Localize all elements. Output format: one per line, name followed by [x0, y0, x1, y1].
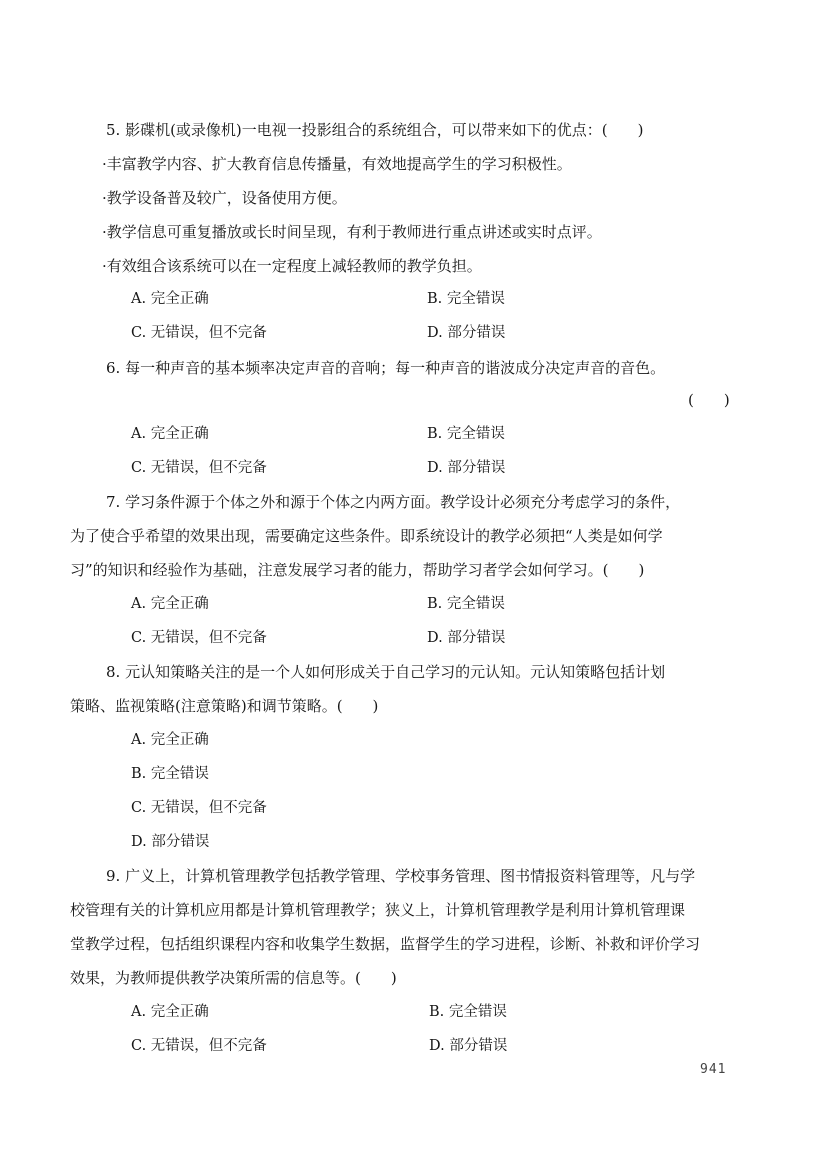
q5-bullet-3: ·教学信息可重复播放或长时间呈现，有利于教师进行重点讲述或实时点评。: [102, 223, 602, 241]
q8-option-c: C. 无错误，但不完备: [131, 800, 267, 816]
q5-option-a: A. 完全正确: [131, 291, 209, 307]
q7-option-b: B. 完全错误: [427, 596, 505, 612]
q6-option-b: B. 完全错误: [427, 426, 505, 442]
q9-line-4: 效果，为教师提供教学决策所需的信息等。( ): [70, 969, 397, 987]
q8-option-a: A. 完全正确: [131, 732, 209, 748]
q7-option-c: C. 无错误，但不完备: [131, 630, 267, 646]
q7-line-2: 为了使合乎希望的效果出现，需要确定这些条件。即系统设计的教学必须把“人类是如何学: [70, 527, 663, 545]
q9-line-1: 9. 广义上，计算机管理教学包括教学管理、学校事务管理、图书情报资料管理等，凡与学: [106, 867, 696, 885]
q9-option-c: C. 无错误，但不完备: [131, 1038, 267, 1054]
q7-option-a: A. 完全正确: [131, 596, 209, 612]
q7-line-1: 7. 学习条件源于个体之外和源于个体之内两方面。教学设计必须充分考虑学习的条件，: [106, 493, 681, 511]
q9-option-a: A. 完全正确: [131, 1004, 209, 1020]
q6-stem: 6. 每一种声音的基本频率决定声音的音响；每一种声音的谐波成分决定声音的音色。: [106, 359, 666, 377]
q8-line-2: 策略、监视策略(注意策略)和调节策略。( ): [70, 697, 379, 715]
q7-line-3: 习”的知识和经验作为基础，注意发展学习者的能力，帮助学习者学会如何学习。( ): [70, 561, 645, 579]
q5-option-d: D. 部分错误: [427, 325, 506, 341]
q5-option-c: C. 无错误，但不完备: [131, 325, 267, 341]
q8-option-d: D. 部分错误: [131, 834, 210, 850]
q9-option-b: B. 完全错误: [429, 1004, 507, 1020]
q8-line-1: 8. 元认知策略关注的是一个人如何形成关于自己学习的元认知。元认知策略包括计划: [106, 663, 666, 681]
q7-option-d: D. 部分错误: [427, 630, 506, 646]
q6-option-a: A. 完全正确: [131, 426, 209, 442]
q5-bullet-1: ·丰富教学内容、扩大教育信息传播量，有效地提高学生的学习积极性。: [102, 155, 572, 173]
q5-option-b: B. 完全错误: [427, 291, 505, 307]
q9-line-3: 堂教学过程，包括组织课程内容和收集学生数据，监督学生的学习进程，诊断、补救和评价学习: [70, 935, 701, 953]
q9-option-d: D. 部分错误: [429, 1038, 508, 1054]
q6-option-c: C. 无错误，但不完备: [131, 460, 267, 476]
q6-option-d: D. 部分错误: [427, 460, 506, 476]
q5-bullet-2: ·教学设备普及较广，设备使用方便。: [102, 189, 347, 207]
q5-stem: 5. 影碟机(或录像机)一电视一投影组合的系统组合，可以带来如下的优点：( ): [106, 121, 644, 139]
q6-answer-paren: ( ): [688, 391, 730, 409]
page-number: 941: [700, 1062, 727, 1077]
q5-bullet-4: ·有效组合该系统可以在一定程度上减轻教师的教学负担。: [102, 257, 482, 275]
q8-option-b: B. 完全错误: [131, 766, 209, 782]
q9-line-2: 校管理有关的计算机应用都是计算机管理教学；狭义上，计算机管理教学是利用计算机管理课: [70, 901, 686, 919]
